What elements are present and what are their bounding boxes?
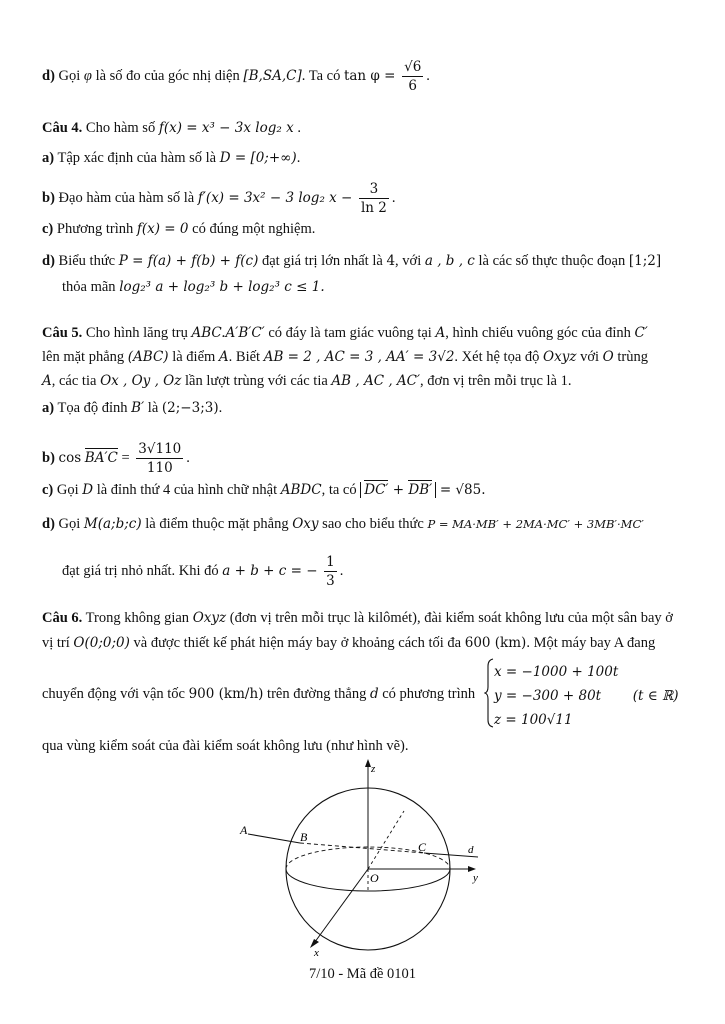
q4-title-line: Câu 4. Cho hàm số f(x) = x³ − 3x log₂ x . [42,120,301,136]
label-C: C [418,840,427,854]
diagonal-dashed [368,811,404,869]
q5-item-a: a) Tọa độ đỉnh B′ là (2;−3;3). [42,400,223,416]
q5-item-c: c) Gọi D là đỉnh thứ 4 của hình chữ nhật ABDC, ta có DC′ + DB′ = √85. [42,482,486,498]
q5-item-d-line2: đạt giá trị nhỏ nhất. Khi đó a + b + c = − $\frac{1}{3}$ . [62,554,344,589]
q6-line1: Câu 6. Trong không gian Oxyz (đơn vị trên mỗi trục là kilômét), đài kiểm soát không lưu của một sân bay ở [42,610,673,626]
label-z: z [371,763,376,775]
q5-line2: lên mặt phẳng (ABC) là điểm A. Biết AB = 2 , AC = 3 , AA′ = 3√2. Xét hệ tọa độ Oxyz với O trùng [42,349,648,365]
label-y: y [473,872,478,884]
q4-item-c: c) Phương trình f(x) = 0 có đúng một nghiệm. [42,221,316,237]
q4-item-d-line2: thỏa mãn log₂³ a + log₂³ b + log₂³ c ≤ 1. [62,279,325,295]
tan-fraction: $\frac{√6}{6}$ [404,59,422,94]
q6-line3: chuyển động với vận tốc 900 (km/h) trên đường thẳng d có phương trình [42,686,476,702]
cos-fraction: $\frac{3√110}{110}$ [138,441,182,476]
eq-x: x = −1000 + 100t [494,664,619,680]
x-axis [312,869,368,946]
vector-sum-abs: DC′ + DB′ [360,482,436,498]
eq-z: z = 100√11 [494,712,573,728]
q4-item-b: b) Đạo hàm của hàm số là f′(x) = 3x² − 3 log₂ x − $\frac{3}{\ln 2}$ . [42,181,396,216]
sphere-figure [228,756,498,956]
label-B: B [300,830,308,844]
label-x: x [314,947,319,956]
q4-item-a: a) Tập xác định của hàm số là D = [0;+∞). [42,150,301,166]
label-d: d [468,844,474,856]
label-O: O [370,871,379,885]
q4-item-d: d) Biểu thức P = f(a) + f(b) + f(c) đạt giá trị lớn nhất là 4, với a , b , c là các số thực thuộc đoạn [1;2] [42,253,662,269]
derivative-fraction: $\frac{3}{\ln 2}$ [360,181,387,216]
q5-line1: Câu 5. Cho hình lăng trụ ABC.A′B′C′ có đáy là tam giác vuông tại A, hình chiếu vuông góc của đỉnh C′ [42,325,648,341]
q3-item-d: d) Gọi φ là số đo của góc nhị diện [B,SA,C]. Ta có tan φ = $\frac{√6}{6}$ . [42,59,430,94]
page-footer: 7/10 - Mã đề 0101 [308,966,417,982]
q5-item-b: b) cos BA′C = $\frac{3√110}{110}$ . [42,441,190,476]
eq-y: y = −300 + 80t (t ∈ ℝ) [494,688,679,704]
q5-line3: A, các tia Ox , Oy , Oz lần lượt trùng với các tia AB , AC , AC′, đơn vị trên mỗi trục là 1. [42,373,572,389]
line-d-inside [300,843,424,853]
sum-fraction: $\frac{1}{3}$ [326,554,335,589]
system-brace [484,658,494,728]
q6-line2: vị trí O(0;0;0) và được thiết kế phát hiện máy bay ở khoảng cách tối đa 600 (km). Một máy bay A đang [42,635,656,651]
q6-line4: qua vùng kiểm soát của đài kiểm soát không lưu (như hình vẽ). [42,738,409,754]
label-A: A [240,823,248,837]
q5-item-d: d) Gọi M(a;b;c) là điểm thuộc mặt phẳng Oxy sao cho biểu thức P = MA·MB′ + 2MA·MC′ + 3MB′·MC′ [42,516,644,532]
